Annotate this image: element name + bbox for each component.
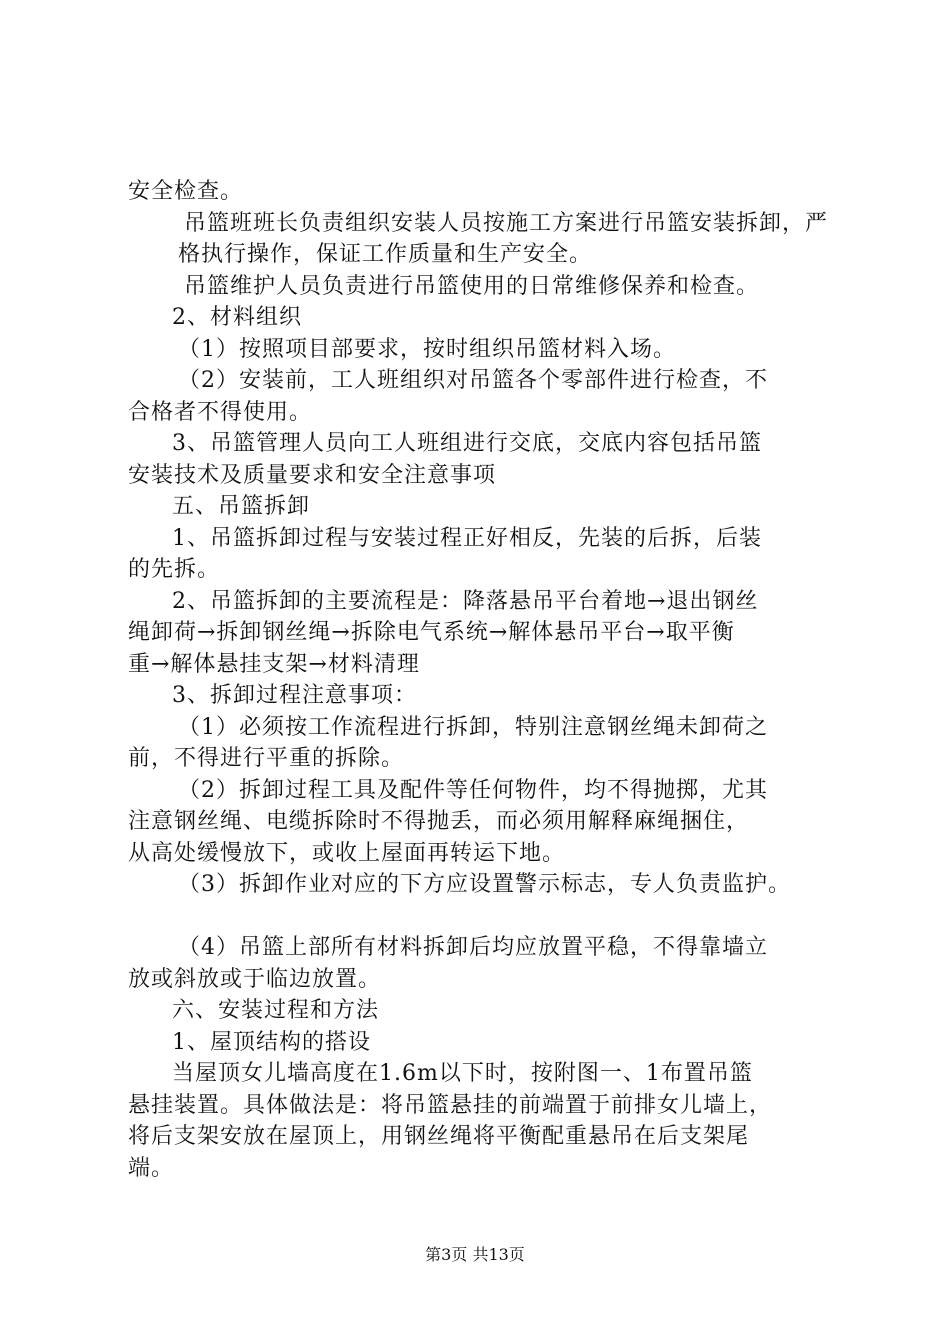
- text-line: （1）按照项目部要求，按时组织吊篮材料入场。: [178, 336, 676, 362]
- text-line: 合格者不得使用。: [128, 399, 313, 425]
- section-heading: 五、吊篮拆卸: [172, 494, 311, 519]
- text-line: 2、吊篮拆卸的主要流程是：降落悬吊平台着地→退出钢丝: [172, 588, 759, 614]
- document-body: [128, 176, 838, 1184]
- text-line: （1）必须按工作流程进行拆卸，特别注意钢丝绳未卸荷之: [178, 714, 768, 740]
- text-line: 悬挂装置。具体做法是：将吊篮悬挂的前端置于前排女儿墙上，: [128, 1092, 773, 1118]
- text-line: （4）吊篮上部所有材料拆卸后均应放置平稳，不得靠墙立: [178, 935, 768, 960]
- text-line: 端。: [128, 1155, 175, 1181]
- text-line: 绳卸荷→拆卸钢丝绳→拆除电气系统→解体悬吊平台→取平衡: [128, 620, 735, 645]
- text-line: 格执行操作，保证工作质量和生产安全。: [178, 242, 593, 267]
- text-line: （3）拆卸作业对应的下方应设置警示标志，专人负责监护。: [178, 872, 791, 897]
- section-heading: 六、安装过程和方法: [172, 998, 380, 1023]
- blank-line: [128, 901, 838, 933]
- text-line: 从高处缓慢放下，或收上屋面再转运下地。: [128, 840, 566, 866]
- page-number-footer: 第3页 共13页: [425, 1245, 525, 1264]
- text-line: （2）拆卸过程工具及配件等任何物件，均不得抛掷，尤其: [178, 777, 768, 803]
- text-line: 将后支架安放在屋顶上，用钢丝绳将平衡配重悬吊在后支架尾: [128, 1124, 750, 1149]
- text-line: 当屋顶女儿墙高度在1.6m以下时，按附图一、1布置吊篮: [172, 1061, 753, 1086]
- text-line: 前，不得进行平重的拆除。: [128, 746, 405, 771]
- text-line: 注意钢丝绳、电缆拆除时不得抛丢，而必须用解释麻绳捆住，: [128, 809, 750, 834]
- text-line: 安装技术及质量要求和安全注意事项: [128, 462, 497, 488]
- text-line: 3、拆卸过程注意事项：: [172, 683, 417, 708]
- text-line: 3、吊篮管理人员向工人班组进行交底，交底内容包括吊篮: [172, 431, 762, 456]
- text-line: 放或斜放或于临边放置。: [128, 966, 382, 992]
- text-line: 1、吊篮拆卸过程与安装过程正好相反，先装的后拆，后装: [172, 525, 762, 551]
- text-line: 吊篮维护人员负责进行吊篮使用的日常维修保养和检查。: [184, 273, 760, 299]
- text-line: 吊篮班班长负责组织安装人员按施工方案进行吊篮安装拆卸，严: [184, 210, 829, 236]
- text-line: 的先拆。: [128, 557, 221, 582]
- text-line: （2）安装前，工人班组织对吊篮各个零部件进行检查，不: [178, 368, 768, 393]
- text-line: 2、材料组织: [172, 305, 302, 330]
- text-line: 1、屋顶结构的搭设: [172, 1029, 371, 1055]
- text-line: 安全检查。: [128, 179, 244, 204]
- text-line: 重→解体悬挂支架→材料清理: [128, 651, 420, 677]
